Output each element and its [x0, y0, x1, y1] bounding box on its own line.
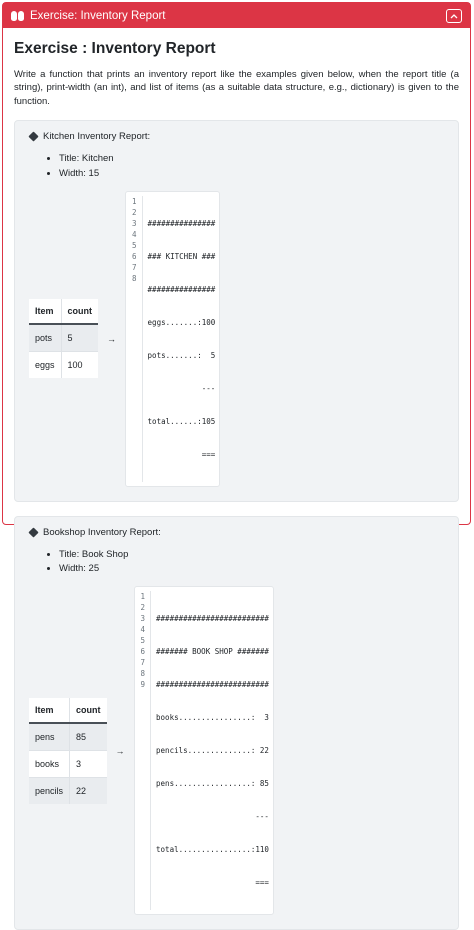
meta-title: • Title: Kitchen	[59, 152, 444, 166]
example-title	[29, 131, 444, 142]
inventory-table	[29, 698, 107, 804]
column-header-count: count	[61, 299, 98, 324]
table-cell-item: pencils	[29, 777, 70, 804]
meta-width: • Width: 25	[59, 562, 444, 576]
code-line: pencils..............: 22	[156, 746, 269, 756]
table-cell-count: 3	[70, 750, 107, 777]
cube-icon	[28, 132, 38, 142]
table-row	[29, 777, 107, 804]
panel-title: Exercise: Inventory Report	[30, 9, 166, 22]
table-cell-item: pens	[29, 723, 70, 751]
brain-icon	[11, 11, 25, 21]
exercise-heading: Exercise : Inventory Report	[14, 40, 216, 57]
code-line: pots.......: 5	[147, 350, 216, 360]
table-row	[29, 723, 107, 751]
code-line: eggs.......:100	[147, 317, 216, 327]
table-cell-item: books	[29, 750, 70, 777]
example-title-text: Kitchen Inventory Report:	[43, 131, 151, 143]
code-lines	[151, 591, 273, 910]
code-lines	[143, 196, 220, 482]
column-header-item: Item	[29, 698, 70, 723]
example-meta-list	[59, 548, 444, 577]
table-cell-count: 5	[61, 324, 98, 352]
line-numbers: 1 2 3 4 5 6 7 8 9	[135, 591, 152, 910]
example-title	[29, 527, 444, 538]
inventory-table	[29, 299, 98, 378]
table-row	[29, 352, 98, 379]
panel-header[interactable]	[3, 3, 470, 28]
table-header-row	[29, 299, 98, 324]
exercise-description: Write a function that prints an inventory report like the examples given below, when the report title (a string), print-width (an int), and list of items (as a suitable data structure, e.g., dictionary) is given to the function.	[14, 69, 459, 107]
chevron-up-icon	[450, 13, 458, 19]
collapse-button[interactable]	[446, 9, 462, 23]
code-line: total................:110	[156, 845, 269, 855]
example-card-kitchen	[14, 120, 459, 502]
example-title-text: Bookshop Inventory Report:	[43, 526, 161, 538]
code-line: #########################	[156, 680, 269, 690]
code-output-block	[134, 586, 274, 915]
arrow-right-icon: →	[115, 745, 125, 756]
exercise-panel	[2, 2, 471, 888]
panel-body	[3, 28, 470, 930]
table-row	[29, 750, 107, 777]
table-cell-count: 22	[70, 777, 107, 804]
code-line: ###############	[147, 284, 216, 294]
table-cell-item: eggs	[29, 352, 61, 379]
column-header-count: count	[70, 698, 107, 723]
table-cell-count: 100	[61, 352, 98, 379]
code-line: ###############	[147, 218, 216, 228]
code-output-block	[125, 191, 220, 487]
example-io	[29, 191, 444, 487]
line-numbers: 1 2 3 4 5 6 7 8	[126, 196, 143, 482]
code-line: pens.................: 85	[156, 779, 269, 789]
code-line: ---	[156, 812, 269, 822]
cube-icon	[28, 527, 38, 537]
code-line: ### KITCHEN ###	[147, 251, 216, 261]
code-line: ---	[147, 383, 216, 393]
code-line: ===	[147, 449, 216, 459]
table-row	[29, 324, 98, 352]
meta-width: • Width: 15	[59, 167, 444, 181]
table-cell-item: pots	[29, 324, 61, 352]
arrow-right-icon: →	[107, 333, 117, 344]
table-header-row	[29, 698, 107, 723]
example-meta-list	[59, 152, 444, 181]
column-header-item: Item	[29, 299, 61, 324]
example-io	[29, 586, 444, 915]
meta-title: • Title: Book Shop	[59, 548, 444, 562]
code-line: ===	[156, 878, 269, 888]
table-cell-count: 85	[70, 723, 107, 751]
example-card-bookshop	[14, 516, 459, 930]
code-line: #########################	[156, 614, 269, 624]
code-line: ####### BOOK SHOP #######	[156, 647, 269, 657]
code-line: books................: 3	[156, 713, 269, 723]
code-line: total......:105	[147, 416, 216, 426]
